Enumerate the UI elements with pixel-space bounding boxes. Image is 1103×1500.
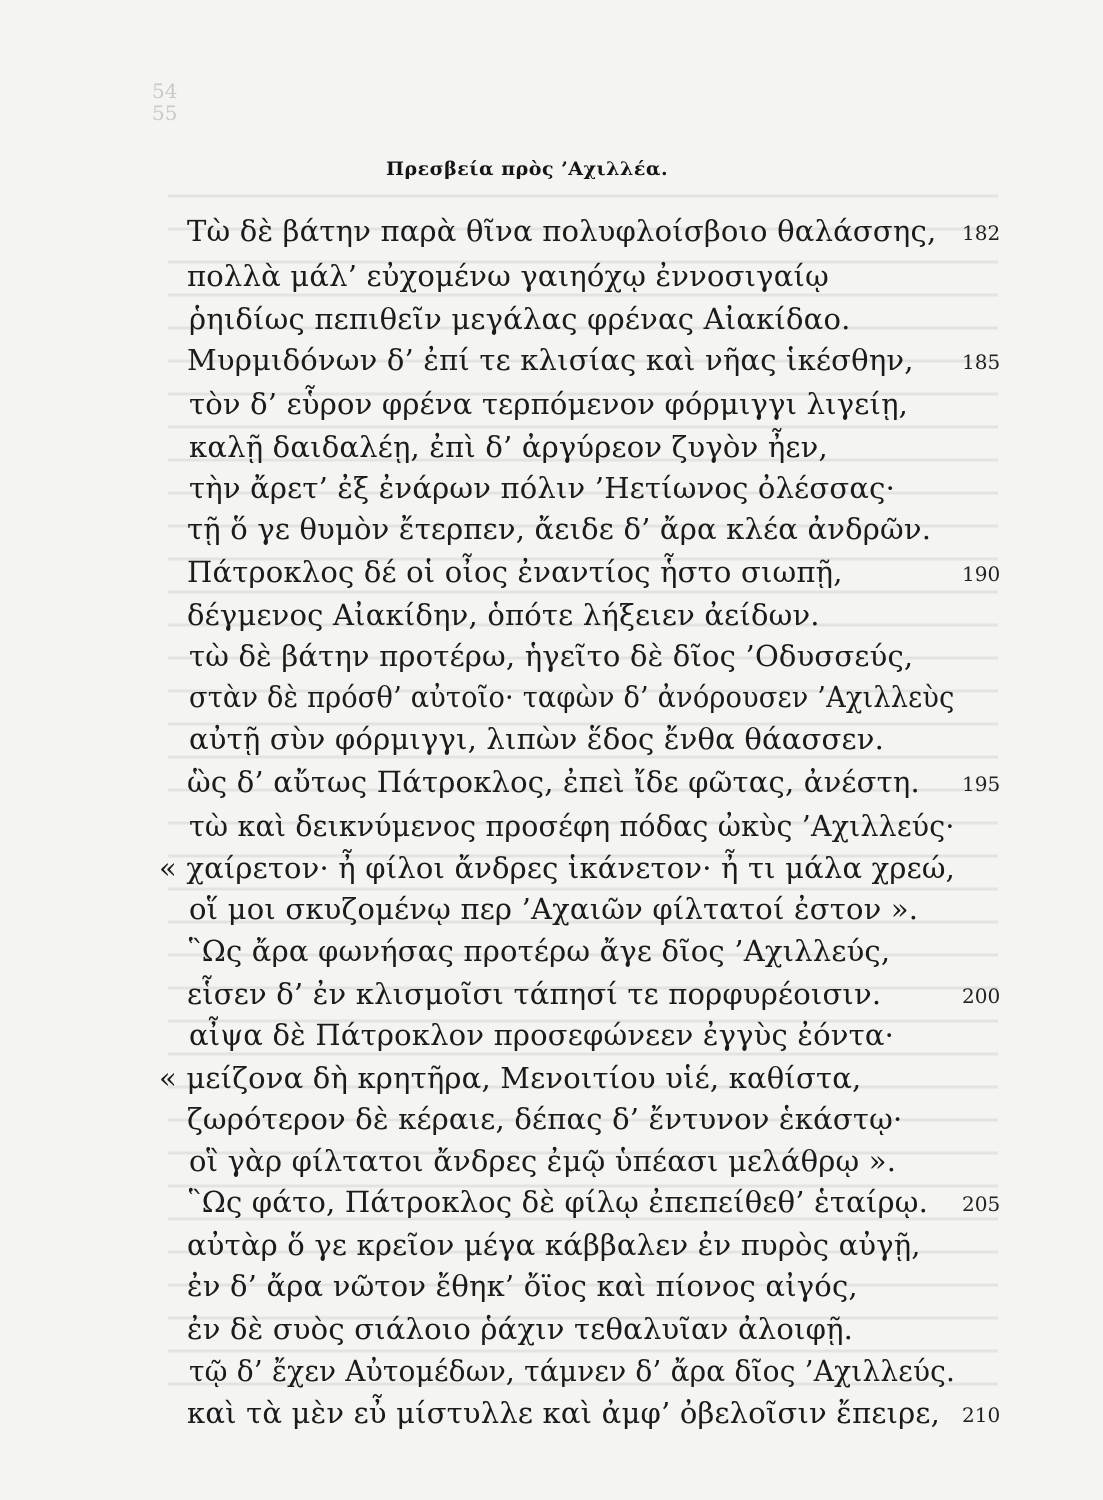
verse-line: εἷσεν δ’ ἐν κλισμοῖσι τάπησί τε πορφυρέοισιν. <box>187 977 882 1011</box>
verse-line: τῇ ὅ γε θυμὸν ἔτερπεν, ἄειδε δ’ ἄρα κλέα ἀνδρῶν. <box>187 512 932 546</box>
verse-line: αὐτὰρ ὅ γε κρεῖον μέγα κάββαλεν ἐν πυρὸς αὐγῇ, <box>187 1228 921 1262</box>
verse-line: Τὼ δὲ βάτην παρὰ θῖνα πολυφλοίσβοιο θαλάσσης, <box>187 214 937 248</box>
verse-line: ῝Ως φάτο, Πάτροκλος δὲ φίλῳ ἐπεπείθεθ’ ἑταίρῳ. <box>187 1185 928 1219</box>
verse-line: οἳ γὰρ φίλτατοι ἄνδρες ἐμῷ ὑπέασι μελάθρῳ ». <box>189 1144 897 1178</box>
verse-line: ῥηιδίως πεπιθεῖν μεγάλας φρένας Αἰακίδαο. <box>189 302 851 336</box>
verse-line: « χαίρετον· ἦ φίλοι ἄνδρες ἱκάνετον· ἦ τι μάλα χρεώ, <box>159 851 956 885</box>
verse-line: πολλὰ μάλ’ εὐχομένω γαιηόχῳ ἐννοσιγαίῳ <box>187 259 829 293</box>
verse-line: καλῇ δαιδαλέῃ, ἐπὶ δ’ ἀργύρεον ζυγὸν ἦεν, <box>189 430 828 464</box>
verse-line: καὶ τὰ μὲν εὖ μίστυλλε καὶ ἀμφ’ ὀβελοῖσιν ἔπειρε, <box>187 1396 941 1430</box>
verse-line: οἵ μοι σκυζομένῳ περ ’Αχαιῶν φίλτατοί ἐστον ». <box>189 892 919 926</box>
verse-line: ἐν δ’ ἄρα νῶτον ἔθηκ’ ὄϊος καὶ πίονος αἰγός, <box>187 1269 858 1303</box>
verse-line: « μείζονα δὴ κρητῆρα, Μενοιτίου υἱέ, καθίστα, <box>159 1061 862 1095</box>
line-number: 185 <box>962 350 1001 374</box>
line-number: 210 <box>962 1403 1001 1427</box>
verse-line: Πάτροκλος δέ οἱ οἶος ἐναντίος ἧστο σιωπῇ, <box>187 555 843 589</box>
verse-line: ἐν δὲ συὸς σιάλοιο ῥάχιν τεθαλυῖαν ἀλοιφῇ. <box>187 1312 854 1346</box>
verse-line: Μυρμιδόνων δ’ ἐπί τε κλισίας καὶ νῆας ἱκέσθην, <box>187 343 914 377</box>
verse-line: τὼ δὲ βάτην προτέρω, ἡγεῖτο δὲ δῖος ’Οδυσσεύς, <box>189 639 914 673</box>
section-title: Πρεσβεία πρὸς ’Αχιλλέα. <box>386 158 669 180</box>
line-number: 190 <box>962 562 1001 586</box>
verse-line: ὣς δ’ αὔτως Πάτροκλος, ἐπεὶ ἴδε φῶτας, ἀνέστη. <box>187 765 920 799</box>
verse-line: στὰν δὲ πρόσθ’ αὐτοῖο· ταφὼν δ’ ἀνόρουσεν ’Αχιλλεὺς <box>189 680 955 714</box>
verse-line: αἶψα δὲ Πάτροκλον προσεφώνεεν ἐγγὺς ἐόντα· <box>189 1018 895 1052</box>
page-number: 54 55 <box>152 79 178 125</box>
line-number: 195 <box>962 772 1001 796</box>
line-number: 205 <box>962 1192 1001 1216</box>
verse-line: τὼ καὶ δεικνύμενος προσέφη πόδας ὠκὺς ’Αχιλλεύς· <box>189 809 955 843</box>
verse-line: τῷ δ’ ἔχεν Αὐτομέδων, τάμνεν δ’ ἄρα δῖος ’Αχιλλεύς. <box>189 1354 956 1388</box>
verse-line: ῝Ως ἄρα φωνήσας προτέρω ἄγε δῖος ’Αχιλλεύς, <box>187 934 891 968</box>
line-number: 182 <box>962 221 1001 245</box>
verse-line: τὸν δ’ εὗρον φρένα τερπόμενον φόρμιγγι λιγείῃ, <box>189 387 909 421</box>
verse-line: δέγμενος Αἰακίδην, ὁπότε λήξειεν ἀείδων. <box>187 598 820 632</box>
line-number: 200 <box>962 984 1001 1008</box>
verse-line: τὴν ἄρετ’ ἐξ ἐνάρων πόλιν ’Ηετίωνος ὀλέσσας· <box>189 471 896 505</box>
verse-line: ζωρότερον δὲ κέραιε, δέπας δ’ ἔντυνον ἑκάστῳ· <box>187 1102 903 1136</box>
verse-line: αὐτῇ σὺν φόρμιγγι, λιπὼν ἕδος ἔνθα θάασσεν. <box>189 722 885 756</box>
